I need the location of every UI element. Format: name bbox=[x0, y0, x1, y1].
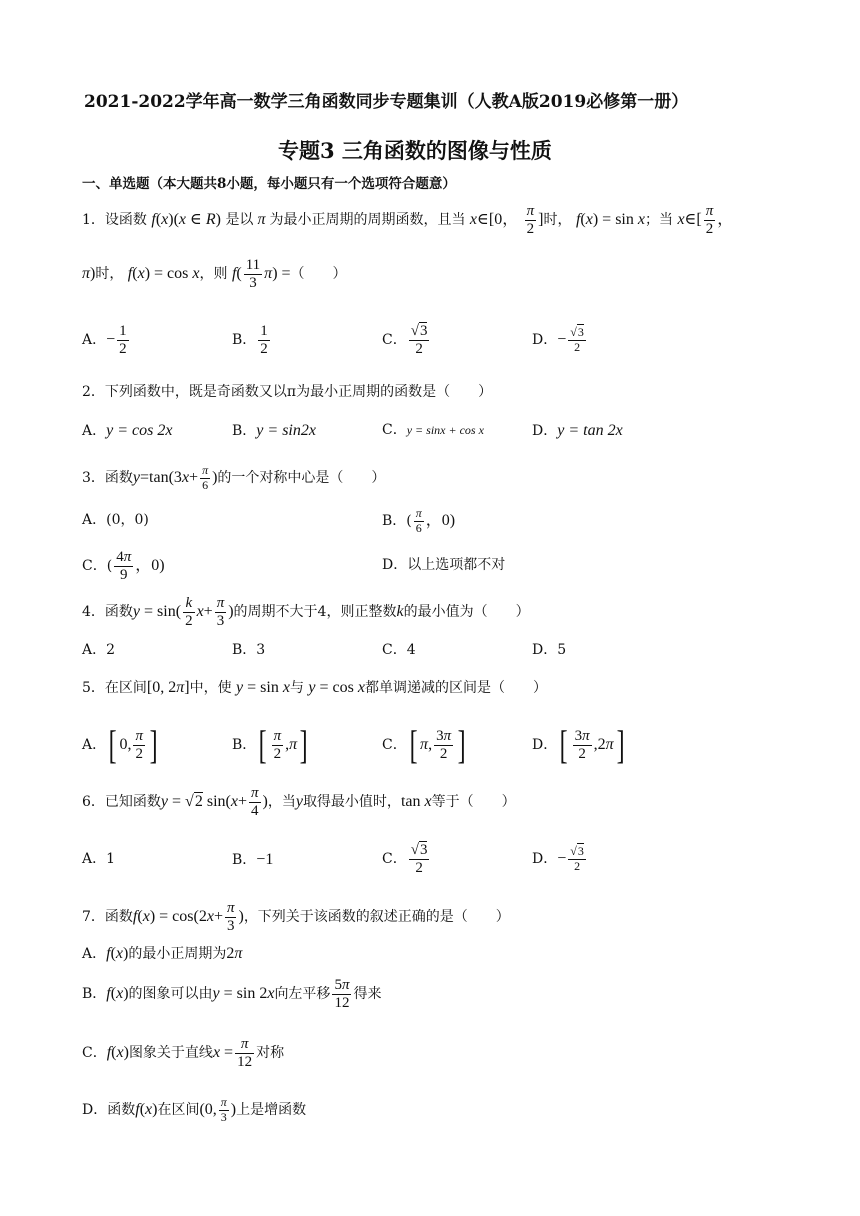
question-1-line-1: 1．设函数 f(x)(x ∈ R) 是以 π 为最小正周期的周期函数，且当 x∈[0， $\frac{\pi}{2}$ ]时， f(x) = sin x；当 x∈[ $\frac{\pi}{2}$ ， bbox=[82, 203, 734, 237]
question-2-option-a[interactable]: A．y = cos 2x bbox=[82, 422, 173, 439]
question-3-option-c[interactable]: C．( $\frac{4\pi}{9}$ ，0) bbox=[82, 549, 165, 583]
question-1-option-d[interactable]: D．− $\frac{√3}{2}$ bbox=[532, 325, 584, 354]
question-2-option-b[interactable]: B．y = sin2x bbox=[232, 422, 316, 439]
question-7-option-a[interactable]: A．f(x)的最小正周期为2π bbox=[82, 945, 243, 962]
page-title: 专题3 三角函数的图像与性质 bbox=[278, 138, 552, 163]
document-header: 2021-2022学年高一数学三角函数同步专题集训（人教A版2019必修第一册） bbox=[84, 92, 689, 112]
question-5-option-b[interactable]: B．[ $\frac{\pi}{2}$ ,π] bbox=[232, 722, 308, 767]
question-4-text: 4．函数y = sin( $\frac{k}{2}$ x+ $\frac{\pi}{3}$ )的周期不大于4，则正整数k的最小值为（ ） bbox=[82, 595, 530, 629]
question-7-option-d[interactable]: D．函数f(x)在区间(0, $\frac{\pi}{3}$ )上是增函数 bbox=[82, 1095, 307, 1124]
question-6-option-c[interactable]: C． $\frac{√3}{2}$ bbox=[382, 842, 428, 876]
question-5-option-d[interactable]: D．[ $\frac{3\pi}{2}$ ,2π] bbox=[532, 722, 625, 767]
question-7-text: 7．函数f(x) = cos(2x+ $\frac{\pi}{3}$ )，下列关于该函数的叙述正确的是（ ） bbox=[82, 900, 510, 934]
question-2-option-d[interactable]: D．y = tan 2x bbox=[532, 422, 623, 439]
question-6-option-d[interactable]: D．− $\frac{√3}{2}$ bbox=[532, 844, 584, 873]
question-3-text: 3．函数y=tan(3x+ $\frac{\pi}{6}$ )的一个对称中心是（ ） bbox=[82, 463, 386, 492]
question-2-option-c[interactable]: C．y = sinx + cos x bbox=[382, 422, 484, 438]
question-5-option-c[interactable]: C．[ π, $\frac{3\pi}{2}$ ] bbox=[382, 722, 466, 767]
question-6-option-a[interactable]: A．1 bbox=[82, 851, 116, 867]
question-4-option-d[interactable]: D．5 bbox=[532, 642, 567, 658]
question-4-option-b[interactable]: B．3 bbox=[232, 642, 266, 658]
question-4-option-c[interactable]: C．4 bbox=[382, 642, 416, 658]
question-7-option-c[interactable]: C．f(x)图象关于直线x = $\frac{\pi}{12}$ 对称 bbox=[82, 1036, 285, 1070]
question-4-option-a[interactable]: A．2 bbox=[82, 642, 116, 658]
question-5-text: 5．在区间[0, 2π]中，使 y = sin x与 y = cos x都单调递减的区间是（ ） bbox=[82, 679, 547, 696]
question-1-option-a[interactable]: A．− $\frac{1}{2}$ bbox=[82, 323, 127, 357]
section-heading: 一、单选题（本大题共8小题，每小题只有一个选项符合题意） bbox=[82, 176, 456, 192]
question-5-option-a[interactable]: A．[ 0, $\frac{\pi}{2}$ ] bbox=[82, 722, 158, 767]
question-1-line-2: π)时， f(x) = cos x，则 f( $\frac{11}{3}$ π) =（ ） bbox=[82, 257, 347, 291]
question-6-text: 6．已知函数y = √2 sin(x+ $\frac{\pi}{4}$ )，当y取得最小值时，tan x等于（ ） bbox=[82, 785, 516, 819]
question-3-option-b[interactable]: B．( $\frac{\pi}{6}$ ，0) bbox=[382, 506, 456, 535]
question-6-option-b[interactable]: B．−1 bbox=[232, 851, 274, 868]
question-3-option-a[interactable]: A．(0，0) bbox=[82, 512, 149, 528]
question-1-option-c[interactable]: C． $\frac{√3}{2}$ bbox=[382, 323, 428, 357]
question-2-text: 2．下列函数中，既是奇函数又以π为最小正周期的函数是（ ） bbox=[82, 384, 493, 400]
question-3-option-d[interactable]: D．以上选项都不对 bbox=[382, 557, 506, 573]
question-7-option-b[interactable]: B．f(x)的图象可以由y = sin 2x向左平移 $\frac{5\pi}{12}$ 得来 bbox=[82, 977, 382, 1011]
question-1-option-b[interactable]: B． $\frac{1}{2}$ bbox=[232, 323, 268, 357]
